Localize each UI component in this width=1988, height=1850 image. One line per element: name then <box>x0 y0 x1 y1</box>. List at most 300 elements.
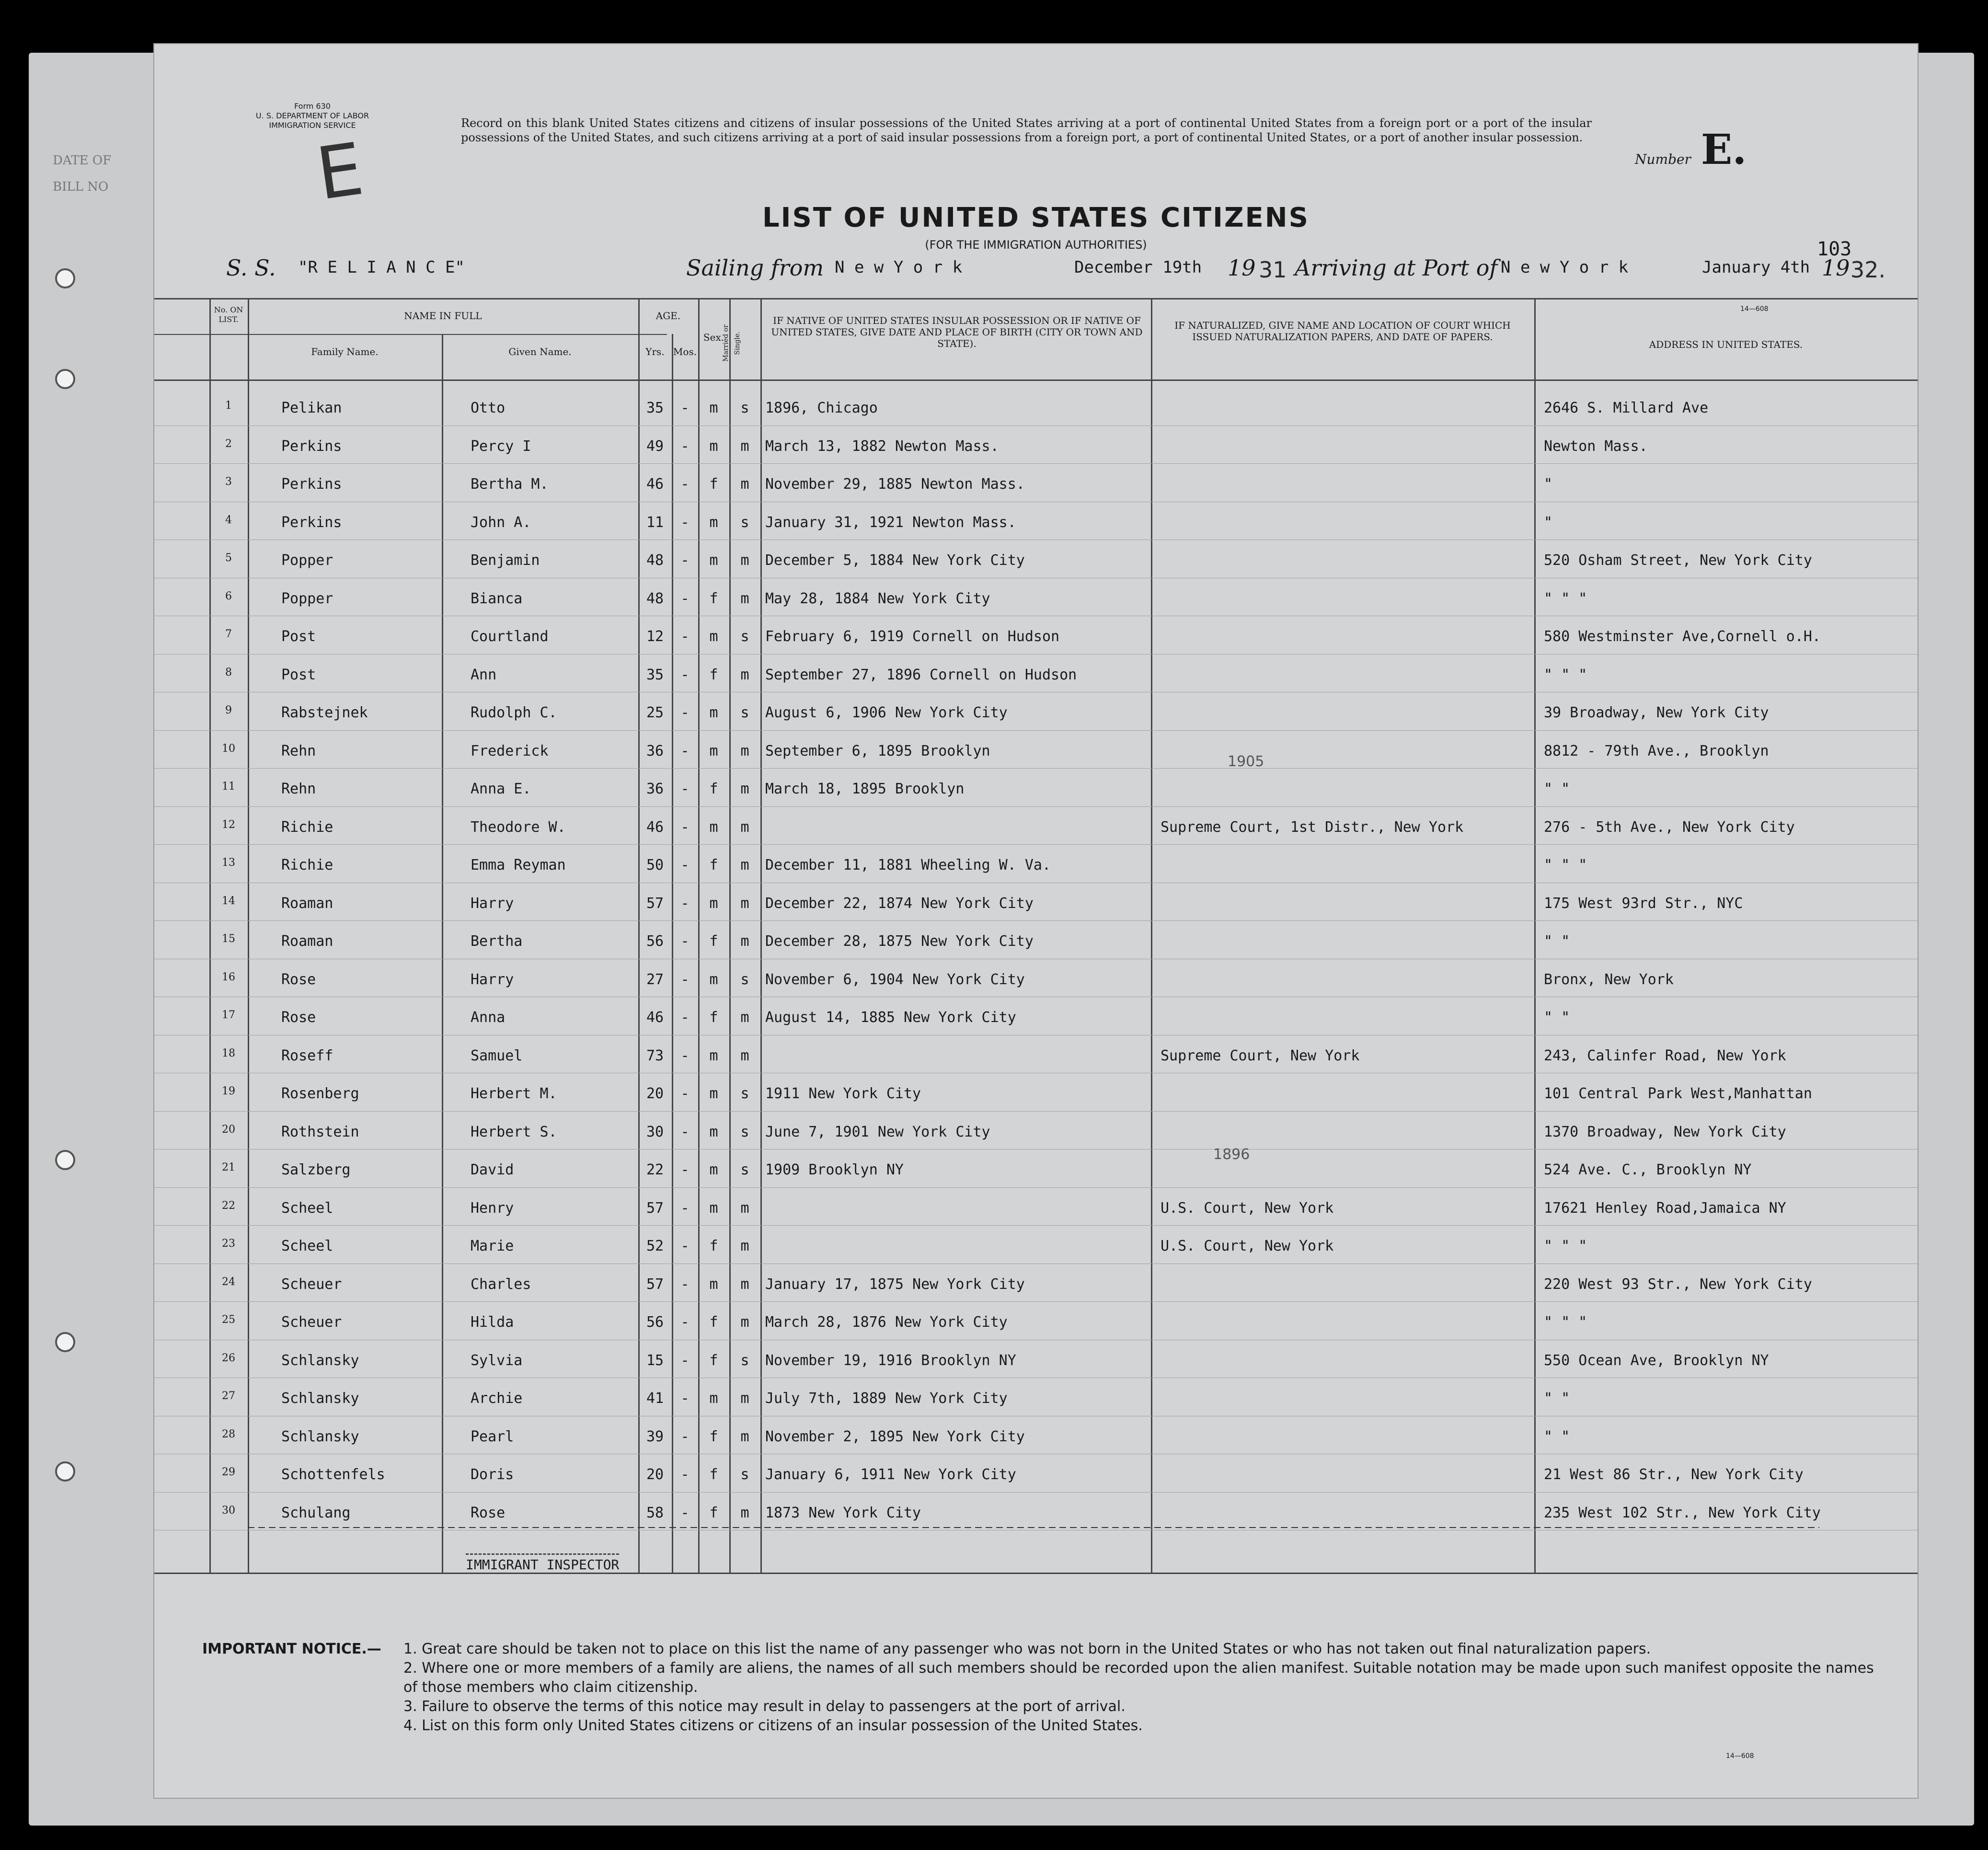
sex: m <box>709 1275 718 1293</box>
marital-status: m <box>740 1428 749 1445</box>
age-years: 35 <box>646 666 664 683</box>
family-name: Richie <box>281 818 333 836</box>
row-number: 9 <box>225 704 232 716</box>
family-name: Popper <box>281 590 333 607</box>
sex: m <box>709 704 718 721</box>
instructions: Record on this blank United States citizens and citizens of insular possessions of the United States arriving at a port of continental United States from a foreign port or a port of the insular possessions of the United States, and such citizens arriving at a port of said insular possessions from a foreign port, a port of continental United States, or a port of another insular possession. <box>461 116 1592 144</box>
birth-info: November 2, 1895 New York City <box>765 1428 1025 1445</box>
row-number: 27 <box>222 1390 235 1402</box>
age-years: 27 <box>646 971 664 988</box>
age-months: - <box>680 552 689 569</box>
row-number: 5 <box>225 552 232 564</box>
left-stub-line-2: BILL NO <box>53 180 109 194</box>
given-name: Emma Reyman <box>471 857 566 873</box>
age-years: 57 <box>646 895 664 912</box>
marital-status: s <box>740 514 749 531</box>
birth-info: November 29, 1885 Newton Mass. <box>765 476 1025 493</box>
left-stub-line-1: DATE OF <box>53 153 112 168</box>
age-months: - <box>680 1161 689 1178</box>
age-years: 57 <box>646 1199 664 1217</box>
marital-status: m <box>740 476 749 493</box>
marital-status: m <box>740 1238 749 1254</box>
family-name: Rehn <box>281 742 316 759</box>
sex: f <box>709 590 718 607</box>
from-port: N e w Y o r k <box>835 258 963 277</box>
age-months: - <box>680 666 689 683</box>
age-years: 46 <box>646 1009 664 1026</box>
given-name: Ann <box>471 666 497 683</box>
marital-status: m <box>740 742 749 759</box>
sex: m <box>709 1390 718 1407</box>
family-name: Popper <box>281 552 333 569</box>
birth-info: August 14, 1885 New York City <box>765 1009 1016 1026</box>
table-top-rule <box>154 298 1918 299</box>
marital-status: s <box>740 1161 749 1178</box>
marital-status: m <box>740 857 749 873</box>
age-years: 46 <box>646 476 664 493</box>
us-address: 276 - 5th Ave., New York City <box>1544 818 1795 836</box>
age-years: 22 <box>646 1161 664 1178</box>
given-name: Henry <box>471 1199 514 1217</box>
marital-status: m <box>740 1504 749 1521</box>
given-name: Courtland <box>471 628 549 645</box>
age-years: 12 <box>646 628 664 645</box>
age-months: - <box>680 895 689 912</box>
given-name: Harry <box>471 971 514 988</box>
family-name: Scheel <box>281 1199 333 1217</box>
row-number: 22 <box>222 1199 235 1212</box>
given-name: Rose <box>471 1504 506 1521</box>
family-name: Schulang <box>281 1504 351 1521</box>
age-months: - <box>680 514 689 531</box>
age-years: 46 <box>646 818 664 836</box>
age-years: 35 <box>646 400 664 416</box>
family-name: Perkins <box>281 476 342 493</box>
header-sex: Sex. <box>703 332 724 343</box>
marital-status: m <box>740 1314 749 1331</box>
age-years: 39 <box>646 1428 664 1445</box>
birth-info: March 18, 1895 Brooklyn <box>765 781 965 797</box>
given-name: Bertha <box>471 933 523 950</box>
given-name: Anna E. <box>471 781 531 797</box>
given-name: Samuel <box>471 1047 523 1064</box>
given-name: Archie <box>471 1390 523 1407</box>
sex: f <box>709 781 718 797</box>
col-rule-nat <box>1151 298 1152 1573</box>
header-mos: Mos. <box>673 346 697 357</box>
age-months: - <box>680 933 689 950</box>
header-family-name: Family Name. <box>311 346 379 357</box>
age-months: - <box>680 628 689 645</box>
row-number: 13 <box>222 857 235 869</box>
row-number: 17 <box>222 1009 235 1021</box>
marital-status: s <box>740 1123 749 1140</box>
form-meta <box>212 102 413 130</box>
sex: m <box>709 628 718 645</box>
ss-label: S. S. <box>226 255 276 281</box>
row-number: 26 <box>222 1352 235 1364</box>
birth-info: May 28, 1884 New York City <box>765 590 990 607</box>
marital-status: m <box>740 437 749 455</box>
us-address: " " <box>1544 1390 1570 1407</box>
arrival-year-prefix: 19 <box>1822 255 1850 281</box>
arriving-label: Arriving at Port of <box>1295 255 1498 281</box>
birth-info: December 28, 1875 New York City <box>765 933 1034 950</box>
us-address: " <box>1544 514 1553 531</box>
header-bottom-rule <box>154 379 1918 381</box>
header-address: ADDRESS IN UNITED STATES. <box>1649 339 1803 350</box>
age-years: 30 <box>646 1123 664 1140</box>
age-months: - <box>680 476 689 493</box>
depart-year-prefix: 19 <box>1228 255 1256 281</box>
birth-info: September 6, 1895 Brooklyn <box>765 742 990 759</box>
page-subtitle: (FOR THE IMMIGRATION AUTHORITIES) <box>925 238 1147 252</box>
age-years: 56 <box>646 933 664 950</box>
age-months: - <box>680 818 689 836</box>
row-number: 19 <box>222 1085 235 1097</box>
marital-status: s <box>740 400 749 416</box>
sex: f <box>709 476 718 493</box>
birth-info: January 17, 1875 New York City <box>765 1275 1025 1293</box>
sex: f <box>709 1238 718 1254</box>
header-naturalized: IF NATURALIZED, GIVE NAME AND LOCATION OF COURT WHICH ISSUED NATURALIZATION PAPERS, AND DATE OF PAPERS. <box>1174 320 1511 343</box>
age-years: 50 <box>646 857 664 873</box>
marital-status: m <box>740 1009 749 1026</box>
us-address: " " <box>1544 1009 1570 1026</box>
age-months: - <box>680 742 689 759</box>
age-years: 20 <box>646 1466 664 1483</box>
birth-info: August 6, 1906 New York City <box>765 704 1008 721</box>
marital-status: m <box>740 895 749 912</box>
binder-hole <box>55 1461 75 1482</box>
sex: m <box>709 818 718 836</box>
printer-mark: 14—608 <box>1740 305 1769 313</box>
us-address: 550 Ocean Ave, Brooklyn NY <box>1544 1352 1769 1369</box>
age-months: - <box>680 1199 689 1217</box>
marital-status: m <box>740 1199 749 1217</box>
given-name: Theodore W. <box>471 818 566 836</box>
form-number: Form 630 <box>294 102 331 111</box>
arrival-year: 32. <box>1850 257 1886 283</box>
us-address: 39 Broadway, New York City <box>1544 704 1769 721</box>
row-number: 29 <box>222 1466 235 1478</box>
arrival-date: January 4th <box>1702 258 1810 277</box>
row-number: 4 <box>225 514 232 526</box>
row-rule <box>154 425 1918 426</box>
birth-info: June 7, 1901 New York City <box>765 1123 990 1140</box>
row-number: 2 <box>225 437 232 450</box>
notice-item-2: 2. Where one or more members of a family are aliens, the names of all such members should be recorded upon the alien manifest. Suitable notation may be made upon such manifest opposite the names of those members who claim citizenship. <box>403 1660 1874 1696</box>
age-months: - <box>680 1390 689 1407</box>
family-name: Post <box>281 628 316 645</box>
sex: m <box>709 1199 718 1217</box>
marital-status: m <box>740 818 749 836</box>
marital-status: m <box>740 552 749 569</box>
arrival-port: N e w Y o r k <box>1501 258 1629 277</box>
sex: m <box>709 437 718 455</box>
header-age: AGE. <box>655 310 681 322</box>
family-name: Perkins <box>281 437 342 455</box>
birth-info: March 28, 1876 New York City <box>765 1314 1008 1331</box>
notice-item-4: 4. List on this form only United States citizens or citizens of an insular possession of the United States. <box>403 1717 1143 1734</box>
age-years: 58 <box>646 1504 664 1521</box>
row-number: 12 <box>222 818 235 831</box>
us-address: 2646 S. Millard Ave <box>1544 400 1709 416</box>
age-months: - <box>680 704 689 721</box>
given-name: Doris <box>471 1466 514 1483</box>
sex: f <box>709 1314 718 1331</box>
birth-info: November 6, 1904 New York City <box>765 971 1025 988</box>
age-years: 57 <box>646 1275 664 1293</box>
notice-item-1: 1. Great care should be taken not to place on this list the name of any passenger who was not born in the United States or who has not taken out final naturalization papers. <box>403 1641 1651 1657</box>
family-name: Post <box>281 666 316 683</box>
age-years: 15 <box>646 1352 664 1369</box>
marital-status: m <box>740 590 749 607</box>
family-name: Rehn <box>281 781 316 797</box>
age-years: 52 <box>646 1238 664 1254</box>
given-name: Percy I <box>471 437 531 455</box>
row-number: 24 <box>222 1275 235 1288</box>
marital-status: s <box>740 1352 749 1369</box>
voyage-line <box>226 255 1886 288</box>
row-rule <box>154 1301 1918 1302</box>
birth-info: 1873 New York City <box>765 1504 921 1521</box>
end-of-list-rule <box>248 1527 1819 1528</box>
row-number: 1 <box>225 400 232 412</box>
sex: m <box>709 1123 718 1140</box>
row-number: 11 <box>222 781 235 793</box>
birth-info: January 31, 1921 Newton Mass. <box>765 514 1016 531</box>
age-months: - <box>680 971 689 988</box>
row-number: 30 <box>222 1504 235 1517</box>
col-rule-family <box>248 298 249 1573</box>
age-months: - <box>680 857 689 873</box>
birth-info: December 5, 1884 New York City <box>765 552 1025 569</box>
us-address: 520 Osham Street, New York City <box>1544 552 1812 569</box>
stamp-letter: E <box>311 127 368 217</box>
family-name: Scheuer <box>281 1275 342 1293</box>
given-name: Marie <box>471 1238 514 1254</box>
given-name: Rudolph C. <box>471 704 557 721</box>
age-years: 49 <box>646 437 664 455</box>
us-address: " " " <box>1544 1314 1587 1331</box>
given-name: Benjamin <box>471 552 540 569</box>
us-address: 1370 Broadway, New York City <box>1544 1123 1786 1140</box>
given-name: Sylvia <box>471 1352 523 1369</box>
notice-lead: IMPORTANT NOTICE.— <box>202 1641 381 1657</box>
binder-hole <box>55 268 75 288</box>
family-name: Salzberg <box>281 1161 351 1178</box>
age-years: 20 <box>646 1085 664 1102</box>
birth-info: 1909 Brooklyn NY <box>765 1161 904 1178</box>
sex: f <box>709 1352 718 1369</box>
row-number: 18 <box>222 1047 235 1059</box>
given-name: Otto <box>471 400 506 416</box>
sailing-label: Sailing from <box>686 255 824 281</box>
family-name: Scheel <box>281 1238 333 1254</box>
marital-status: m <box>740 1275 749 1293</box>
age-months: - <box>680 1123 689 1140</box>
us-address: " " " <box>1544 857 1587 873</box>
header-yrs: Yrs. <box>645 346 665 357</box>
number-label: Number <box>1635 151 1691 167</box>
given-name: Pearl <box>471 1428 514 1445</box>
row-rule <box>154 920 1918 921</box>
marital-status: s <box>740 971 749 988</box>
age-months: - <box>680 1275 689 1293</box>
marital-status: s <box>740 704 749 721</box>
sex: m <box>709 895 718 912</box>
age-years: 48 <box>646 590 664 607</box>
header-married-single: Married or Single. <box>722 324 741 362</box>
family-name: Rosenberg <box>281 1085 359 1102</box>
family-name: Schlansky <box>281 1428 359 1445</box>
sex: m <box>709 742 718 759</box>
depart-year: 31 <box>1259 257 1287 283</box>
number-block <box>1635 126 1747 174</box>
us-address: " " " <box>1544 666 1587 683</box>
us-address: 101 Central Park West,Manhattan <box>1544 1085 1812 1102</box>
age-months: - <box>680 1352 689 1369</box>
depart-date: December 19th <box>1074 258 1202 277</box>
given-name: Herbert S. <box>471 1123 557 1140</box>
age-years: 36 <box>646 742 664 759</box>
marital-status: m <box>740 666 749 683</box>
age-months: - <box>680 1314 689 1331</box>
row-rule <box>154 1187 1918 1188</box>
sex: m <box>709 1085 718 1102</box>
us-address: Newton Mass. <box>1544 437 1648 455</box>
birth-info: 1896, Chicago <box>765 400 878 416</box>
marital-status: m <box>740 1047 749 1064</box>
row-number: 3 <box>225 476 232 488</box>
marital-status: s <box>740 1466 749 1483</box>
given-name: Frederick <box>471 742 549 759</box>
header-given-name: Given Name. <box>508 346 572 357</box>
header-sub-rule <box>154 334 667 335</box>
footer-printer-mark: 14—608 <box>1726 1752 1754 1760</box>
marital-status: m <box>740 1390 749 1407</box>
row-rule <box>154 1492 1918 1493</box>
ship-name: "R E L I A N C E" <box>298 258 465 277</box>
col-rule-given <box>442 334 443 1573</box>
age-years: 41 <box>646 1390 664 1407</box>
row-number: 16 <box>222 971 235 983</box>
us-address: 243, Calinfer Road, New York <box>1544 1047 1786 1064</box>
age-months: - <box>680 1009 689 1026</box>
family-name: Schottenfels <box>281 1466 385 1483</box>
birth-info: December 22, 1874 New York City <box>765 895 1034 912</box>
family-name: Rose <box>281 971 316 988</box>
us-address: 580 Westminster Ave,Cornell o.H. <box>1544 628 1821 645</box>
naturalization-info: U.S. Court, New York <box>1161 1199 1334 1217</box>
us-address: " " " <box>1544 1238 1587 1254</box>
family-name: Rothstein <box>281 1123 359 1140</box>
manifest-sheet <box>153 43 1919 1799</box>
row-number: 25 <box>222 1314 235 1326</box>
family-name: Roaman <box>281 933 333 950</box>
us-address: 235 West 102 Str., New York City <box>1544 1504 1821 1521</box>
naturalization-info: Supreme Court, New York <box>1161 1047 1360 1064</box>
given-name: John A. <box>471 514 531 531</box>
us-address: 8812 - 79th Ave., Brooklyn <box>1544 742 1769 759</box>
age-years: 48 <box>646 552 664 569</box>
us-address: " " <box>1544 1428 1570 1445</box>
age-months: - <box>680 400 689 416</box>
age-months: - <box>680 781 689 797</box>
row-rule <box>154 768 1918 769</box>
sex: f <box>709 666 718 683</box>
birth-info: February 6, 1919 Cornell on Hudson <box>765 628 1060 645</box>
row-rule <box>154 844 1918 845</box>
pencil-note-1905: 1905 <box>1228 753 1264 770</box>
header-name-in-full: NAME IN FULL <box>404 310 482 322</box>
row-number: 7 <box>225 628 232 640</box>
family-name: Rabstejnek <box>281 704 368 721</box>
col-rule-birth <box>760 298 762 1573</box>
birth-info: January 6, 1911 New York City <box>765 1466 1016 1483</box>
given-name: David <box>471 1161 514 1178</box>
us-address: " " <box>1544 781 1570 797</box>
marital-status: m <box>740 933 749 950</box>
age-years: 25 <box>646 704 664 721</box>
given-name: Charles <box>471 1275 531 1293</box>
age-months: - <box>680 1238 689 1254</box>
table-bottom-rule <box>154 1573 1918 1574</box>
sex: m <box>709 552 718 569</box>
notice-item-3: 3. Failure to observe the terms of this notice may result in delay to passengers at the port of arrival. <box>403 1698 1126 1715</box>
family-name: Richie <box>281 857 333 873</box>
given-name: Anna <box>471 1009 506 1026</box>
family-name: Scheuer <box>281 1314 342 1331</box>
row-number: 8 <box>225 666 232 678</box>
marital-status: m <box>740 781 749 797</box>
us-address: " <box>1544 476 1553 493</box>
birth-info: September 27, 1896 Cornell on Hudson <box>765 666 1077 683</box>
row-rule <box>154 1225 1918 1226</box>
sex: f <box>709 857 718 873</box>
row-rule <box>154 463 1918 464</box>
age-months: - <box>680 1466 689 1483</box>
row-number: 14 <box>222 895 235 907</box>
family-name: Schlansky <box>281 1352 359 1369</box>
us-address: 524 Ave. C., Brooklyn NY <box>1544 1161 1752 1178</box>
sex: m <box>709 400 718 416</box>
age-years: 11 <box>646 514 664 531</box>
age-months: - <box>680 1504 689 1521</box>
us-address: 220 West 93 Str., New York City <box>1544 1275 1812 1293</box>
us-address: 17621 Henley Road,Jamaica NY <box>1544 1199 1786 1217</box>
sex: f <box>709 933 718 950</box>
department: U. S. DEPARTMENT OF LABOR <box>255 111 369 120</box>
us-address: 175 West 93rd Str., NYC <box>1544 895 1743 912</box>
sex: f <box>709 1504 718 1521</box>
page-title: LIST OF UNITED STATES CITIZENS <box>762 202 1310 233</box>
row-number: 20 <box>222 1123 235 1136</box>
row-number: 15 <box>222 933 235 945</box>
inspector-signature-line: IMMIGRANT INSPECTOR <box>466 1553 619 1573</box>
row-number: 28 <box>222 1428 235 1440</box>
age-years: 73 <box>646 1047 664 1064</box>
us-address: Bronx, New York <box>1544 971 1674 988</box>
family-name: Schlansky <box>281 1390 359 1407</box>
row-number: 23 <box>222 1238 235 1250</box>
sex: f <box>709 1009 718 1026</box>
row-rule <box>154 654 1918 655</box>
number-value: E. <box>1701 126 1747 174</box>
family-name: Perkins <box>281 514 342 531</box>
col-rule-addr <box>1534 298 1536 1573</box>
